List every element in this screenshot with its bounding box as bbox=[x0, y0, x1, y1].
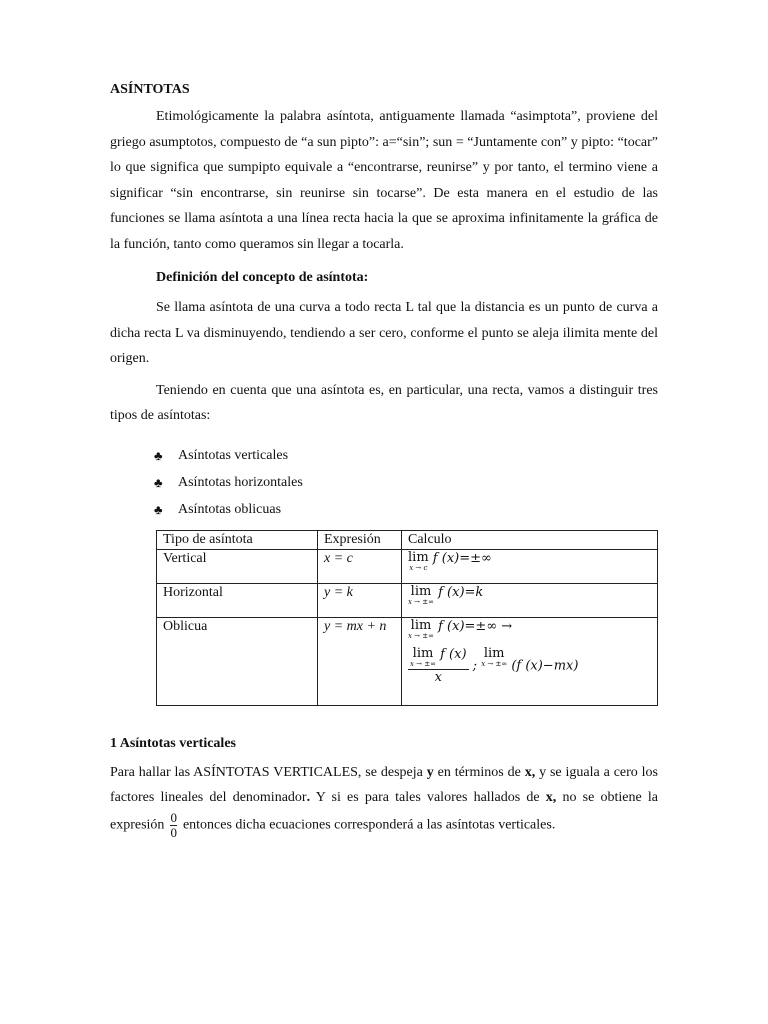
table-row bbox=[157, 549, 658, 583]
bold-run: x, bbox=[524, 764, 536, 780]
limit-operator bbox=[410, 647, 436, 669]
limit-body: f (x)=±∞ → bbox=[438, 618, 513, 634]
numerator-body: f (x) bbox=[440, 646, 467, 662]
club-bullet-icon: ♣ bbox=[154, 448, 163, 463]
list-item-label: Asíntotas verticales bbox=[178, 448, 289, 463]
table-cell-formula bbox=[402, 617, 658, 705]
table-cell-expression: x = c bbox=[318, 549, 402, 583]
limit-operator bbox=[408, 585, 434, 607]
page-title: ASÍNTOTAS bbox=[110, 82, 190, 97]
fraction-denominator: 0 bbox=[170, 824, 177, 840]
fraction-numerator bbox=[408, 647, 469, 670]
table-row bbox=[157, 583, 658, 617]
bold-run: . bbox=[306, 790, 311, 805]
limit-body: f (x)=k bbox=[438, 584, 484, 600]
fraction-numerator: 0 bbox=[170, 809, 177, 825]
oblique-formula-line-1 bbox=[408, 619, 651, 641]
table-row bbox=[157, 617, 658, 705]
definition-paragraph: Se llama asíntota de una curva a todo recta L tal que la distancia es un punto de curva a dicha recta L va disminuyendo, tendiendo a ser cero, conforme el punto se aleja ilimita mente del origen. bbox=[110, 300, 658, 366]
lim-subscript: x → ±∞ bbox=[410, 659, 436, 668]
list-item-label: Asíntotas oblicuas bbox=[178, 502, 282, 517]
text-run: Para hallar las ASÍNTOTAS VERTICALES, se despeja bbox=[110, 764, 427, 780]
table-cell-type: Vertical bbox=[157, 549, 318, 583]
table-cell-formula bbox=[402, 583, 658, 617]
lim-subscript: x → ±∞ bbox=[408, 597, 434, 606]
list-item bbox=[154, 497, 658, 524]
definition-heading: Definición del concepto de asíntota: bbox=[156, 270, 369, 285]
types-intro-paragraph: Teniendo en cuenta que una asíntota es, en particular, una recta, vamos a distinguir tres tipos de asíntotas: bbox=[110, 382, 658, 423]
page-content bbox=[110, 82, 658, 840]
formula-separator: ; bbox=[472, 658, 478, 673]
limit-operator bbox=[408, 551, 429, 573]
asymptote-table bbox=[156, 530, 658, 706]
asymptote-type-list bbox=[154, 443, 658, 524]
list-item-label: Asíntotas horizontales bbox=[178, 475, 303, 490]
table-cell-expression: y = mx + n bbox=[318, 617, 402, 705]
lim-word: lim bbox=[410, 617, 432, 633]
table-header: Calculo bbox=[402, 530, 658, 549]
limit-body: f (x)=±∞ bbox=[432, 550, 492, 566]
table-cell-type: Oblicua bbox=[157, 617, 318, 705]
fraction-denominator: x bbox=[434, 669, 442, 685]
table-cell-formula bbox=[402, 549, 658, 583]
text-run: en términos de bbox=[433, 764, 525, 780]
list-item bbox=[154, 470, 658, 497]
club-bullet-icon: ♣ bbox=[154, 475, 163, 490]
lim-subscript: x → ±∞ bbox=[408, 631, 434, 640]
intro-paragraph: Etimológicamente la palabra asíntota, antiguamente llamada “asimptota”, proviene del griego asumptotos, compuesto de “a sun pipto”: a=“sin”; sun = “Juntamente con” y pipto: “tocar” lo que significa que sumpipto equivale a “encontrarse, reunirse” y por tanto, el termino viene a significar “sin encontrarse, sin reunirse sin tocarse”. De esta manera en el estudio de las funciones se llama asíntota a una línea recta hacia la que se aproxima infinitamente la gráfica de la función, tanto como queramos sin llegar a tocarla. bbox=[110, 109, 658, 252]
text-run: no se obtiene la expresión bbox=[110, 790, 658, 833]
zero-over-zero-fraction bbox=[170, 811, 177, 840]
text-run: y se iguala a cero los factores lineales del denominador bbox=[110, 764, 659, 805]
limit-operator bbox=[481, 647, 507, 669]
table-cell-expression: y = k bbox=[318, 583, 402, 617]
lim-subscript: x → c bbox=[409, 563, 428, 572]
lim-word: lim bbox=[483, 645, 505, 661]
bold-run: y bbox=[426, 764, 434, 780]
lim-word: lim bbox=[412, 645, 434, 661]
limit-operator bbox=[408, 619, 434, 641]
limit-body: (f (x)−mx) bbox=[511, 658, 579, 673]
lim-word: lim bbox=[408, 549, 429, 565]
lim-word: lim bbox=[410, 583, 432, 599]
club-bullet-icon: ♣ bbox=[154, 502, 163, 517]
lim-subscript: x → ±∞ bbox=[481, 659, 508, 668]
table-header-row bbox=[157, 530, 658, 549]
table-header: Expresión bbox=[318, 530, 402, 549]
table-header: Tipo de asíntota bbox=[157, 530, 318, 549]
section-heading: 1 Asíntotas verticales bbox=[110, 735, 236, 751]
section-paragraph bbox=[110, 760, 658, 840]
bold-run: x, bbox=[545, 790, 557, 805]
text-run: entonces dicha ecuaciones corresponderá a las asíntotas verticales. bbox=[182, 817, 556, 833]
text-run: Y si es para tales valores hallados de bbox=[310, 790, 546, 805]
table-cell-type: Horizontal bbox=[157, 583, 318, 617]
slope-fraction bbox=[408, 647, 469, 685]
oblique-formula-line-2 bbox=[408, 647, 651, 685]
list-item bbox=[154, 443, 658, 470]
